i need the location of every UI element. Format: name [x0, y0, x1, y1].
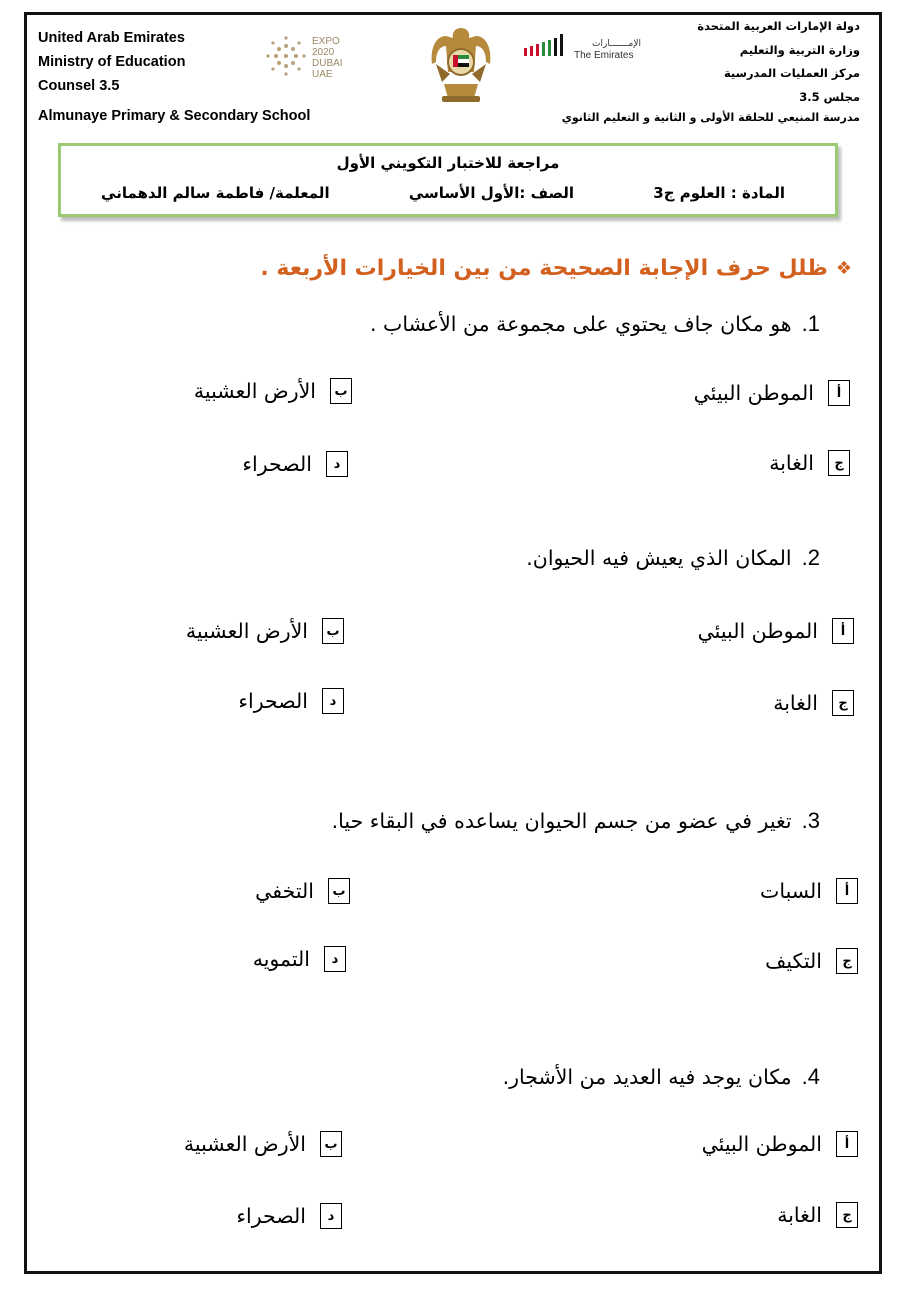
question-text: تغير في عضو من جسم الحيوان يساعده في البقاء حيا.: [331, 809, 792, 833]
option-text: الغابة: [777, 1203, 822, 1227]
option-text: الموطن البيئي: [697, 619, 818, 643]
q1-option-b[interactable]: [194, 378, 352, 404]
instruction-text: ظلل حرف الإجابة الصحيحة من بين الخيارات الأربعة .: [260, 256, 828, 281]
option-letter-box[interactable]: أ: [832, 618, 854, 644]
option-text: السبات: [760, 879, 822, 903]
q4-option-a[interactable]: [702, 1131, 858, 1157]
question-2: [526, 545, 820, 571]
question-3: [332, 808, 820, 834]
expo-text-2: 2020: [312, 47, 335, 58]
option-text: الصحراء: [242, 452, 312, 476]
review-details-row: [101, 184, 785, 202]
grade-label: الصف :الأول الأساسي: [408, 184, 575, 202]
emirates-logo-english: The Emirates: [574, 50, 634, 61]
option-text: التمويه: [252, 947, 310, 971]
header-counsel-ar: مجلس 3.5: [799, 89, 860, 104]
option-text: الأرض العشبية: [185, 619, 308, 643]
option-text: الأرض العشبية: [193, 379, 316, 403]
option-text: الصحراء: [238, 689, 308, 713]
option-letter-box[interactable]: ب: [320, 1131, 342, 1157]
question-number: 4.: [801, 1064, 820, 1089]
option-letter-box[interactable]: ب: [328, 878, 350, 904]
school-name-ar: مدرسة المنيعي للحلقة الأولى و الثانية و التعليم الثانوي: [561, 111, 860, 124]
q3-option-d[interactable]: [253, 946, 346, 972]
question-text: مكان يوجد فيه العديد من الأشجار.: [502, 1065, 792, 1089]
option-letter-box[interactable]: أ: [836, 1131, 858, 1157]
option-text: الصحراء: [236, 1204, 306, 1228]
q3-option-b[interactable]: [255, 878, 350, 904]
q2-option-c[interactable]: [773, 690, 854, 716]
teacher-label: المعلمة/ فاطمة سالم الدهماني: [101, 184, 330, 202]
expo-text-3: DUBAI: [312, 58, 343, 69]
header-arabic: [530, 15, 860, 109]
option-text: الموطن البيئي: [693, 381, 814, 405]
q3-option-c[interactable]: [765, 948, 858, 974]
header-ministry-ar: وزارة التربية والتعليم: [739, 42, 860, 57]
option-letter-box[interactable]: د: [324, 946, 346, 972]
option-letter-box[interactable]: ب: [330, 378, 352, 404]
option-text: الموطن البيئي: [701, 1132, 822, 1156]
question-number: 1.: [801, 311, 820, 336]
review-title: مراجعة للاختبار التكويني الأول: [336, 154, 560, 172]
option-letter-box[interactable]: ج: [832, 690, 854, 716]
diamond-bullet-icon: ❖: [835, 258, 852, 279]
question-number: 2.: [801, 545, 820, 570]
q2-option-a[interactable]: [698, 618, 854, 644]
school-name-en: Almunaye Primary & Secondary School: [38, 108, 311, 124]
header-country-en: United Arab Emirates: [38, 30, 185, 46]
option-letter-box[interactable]: د: [322, 688, 344, 714]
expo-2020-logo: [262, 32, 372, 84]
header-country-ar: دولة الإمارات العربية المتحدة: [697, 19, 860, 33]
option-text: الغابة: [769, 451, 814, 475]
review-info-box: [58, 143, 838, 217]
q3-option-a[interactable]: [760, 878, 858, 904]
uae-emblem-logo: [426, 22, 496, 108]
expo-text-1: EXPO: [312, 36, 340, 47]
header-ministry-en: Ministry of Education: [38, 54, 186, 70]
q4-option-b[interactable]: [184, 1131, 342, 1157]
emirates-logo-arabic: الإمـــــــارات: [592, 39, 641, 49]
expo-text-4: UAE: [312, 69, 333, 80]
header-operations-ar: مركز العمليات المدرسية: [723, 66, 860, 80]
option-text: الأرض العشبية: [183, 1132, 306, 1156]
option-letter-box[interactable]: ج: [836, 1202, 858, 1228]
q1-option-c[interactable]: [769, 450, 850, 476]
header-counsel-en: Counsel 3.5: [38, 78, 120, 94]
q4-option-d[interactable]: [236, 1203, 342, 1229]
q1-option-d[interactable]: [242, 451, 348, 477]
q2-option-d[interactable]: [238, 688, 344, 714]
q2-option-b[interactable]: [186, 618, 344, 644]
question-4: [503, 1064, 820, 1090]
question-text: هو مكان جاف يحتوي على مجموعة من الأعشاب .: [370, 312, 792, 336]
q4-option-c[interactable]: [777, 1202, 858, 1228]
option-text: التكيف: [765, 949, 822, 973]
question-number: 3.: [801, 808, 820, 833]
question-text: المكان الذي يعيش فيه الحيوان.: [526, 546, 792, 570]
option-letter-box[interactable]: د: [320, 1203, 342, 1229]
q1-option-a[interactable]: [694, 380, 850, 406]
question-1: [370, 311, 820, 337]
option-letter-box[interactable]: ج: [828, 450, 850, 476]
instruction: [260, 256, 852, 281]
subject-label: المادة : العلوم ج3: [653, 184, 785, 202]
option-letter-box[interactable]: ب: [322, 618, 344, 644]
option-letter-box[interactable]: ج: [836, 948, 858, 974]
option-letter-box[interactable]: د: [326, 451, 348, 477]
option-letter-box[interactable]: أ: [828, 380, 850, 406]
option-text: التخفي: [255, 879, 314, 903]
option-text: الغابة: [773, 691, 818, 715]
option-letter-box[interactable]: أ: [836, 878, 858, 904]
